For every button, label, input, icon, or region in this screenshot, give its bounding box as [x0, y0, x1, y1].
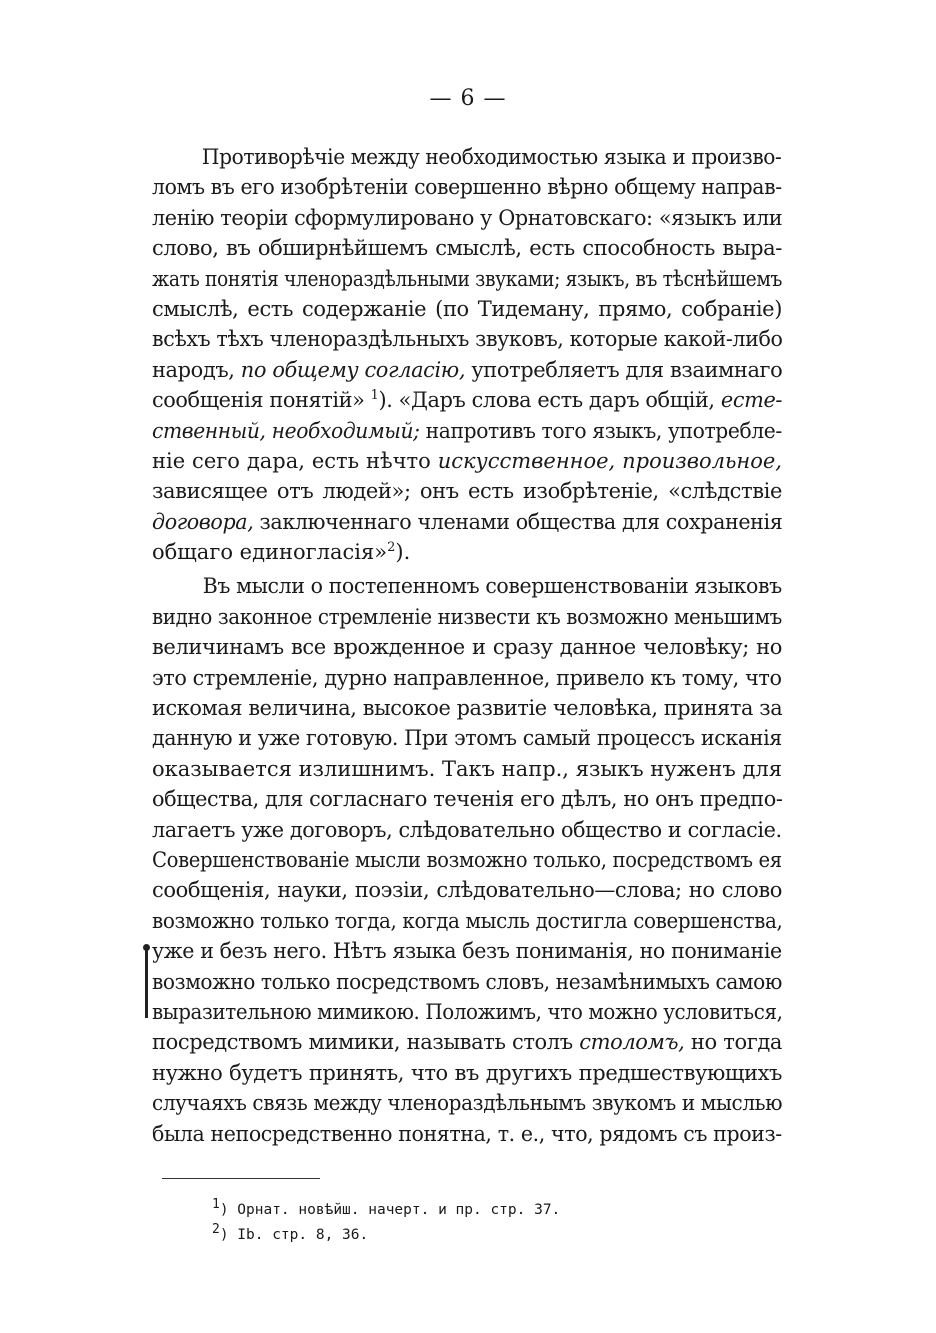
- text-line: [152, 355, 783, 385]
- italic-run: искусственное, произвольное,: [437, 448, 782, 473]
- italic-run: есте-: [720, 388, 783, 413]
- text-line: общества, для согласнаго теченія его дѣлъ, но онъ предпо-: [152, 787, 783, 812]
- text-line: это стремленіе, дурно направленное, привело къ тому, что: [152, 665, 782, 690]
- footnote-2: [212, 1223, 560, 1248]
- text-line: [152, 385, 783, 415]
- body-text: [152, 142, 782, 1149]
- text-line: Противорѣчіе между необходимостью языка и произво-: [201, 145, 782, 169]
- text-line: выразительною мимикою. Положимъ, что можно условиться,: [152, 999, 783, 1024]
- text-run: заключеннаго членами общества для сохраненія: [259, 509, 783, 534]
- text-line: оказывается излишнимъ. Такъ напр., языкъ нуженъ для: [152, 756, 782, 781]
- text-line: слово, въ обширнѣйшемъ смыслѣ, есть способность выра-: [152, 236, 782, 261]
- margin-mark-bar: [145, 948, 148, 1018]
- text-line: [152, 537, 782, 567]
- text-line: нужно будетъ принять, что въ другихъ предшествующихъ: [152, 1060, 782, 1085]
- text-line: искомая величина, высокое развитіе человѣка, принята за: [152, 696, 783, 721]
- paragraph-2: [152, 571, 782, 1148]
- footnote-mark: 1: [212, 1197, 220, 1213]
- text-run: ніе сего дара, есть нѣчто: [152, 448, 431, 473]
- text-line: всѣхъ тѣхъ членораздѣльныхъ звуковъ, которые какой-либо: [152, 327, 783, 352]
- footnote-rule: [162, 1178, 320, 1179]
- text-line: [152, 416, 782, 446]
- text-run: сообщенія понятій»: [152, 388, 365, 413]
- footnote-ref: 2: [387, 540, 396, 556]
- text-line: сообщенія, науки, поэзіи, слѣдовательно—слова; но слово: [152, 878, 782, 903]
- footnote-ref: 1: [370, 388, 379, 404]
- text-line: возможно только тогда, когда мысль достигла совершенства,: [152, 908, 783, 933]
- text-line: была непосредственно понятна, т. е., что, рядомъ съ произ-: [152, 1121, 782, 1146]
- italic-run: столомъ,: [579, 1030, 685, 1055]
- footnote-text: ) Ib. стр. 8, 36.: [219, 1227, 369, 1243]
- text-line: [152, 446, 782, 476]
- text-run: народъ,: [152, 357, 235, 382]
- text-line: ленію теоріи сформулировано у Орнатовскаго: «языкъ или: [152, 205, 783, 230]
- text-run: но тогда: [690, 1030, 782, 1055]
- text-line: жать понятія членораздѣльными звуками; языкъ, въ тѣснѣйшемъ: [152, 266, 783, 291]
- footnote-1: [212, 1198, 560, 1223]
- text-line: лагаетъ уже договоръ, слѣдовательно общество и согласіе.: [152, 817, 782, 842]
- text-line: данную и уже готовую. При этомъ самый процессъ исканія: [152, 726, 782, 751]
- text-run: общаго единогласія»: [152, 540, 388, 565]
- italic-run: ственный, необходимый;: [152, 418, 420, 443]
- paragraph-1: [152, 142, 782, 567]
- page-number: — 6 —: [429, 86, 507, 111]
- text-line: случаяхъ связь между членораздѣльнымъ звукомъ и мыслью: [152, 1091, 783, 1116]
- italic-run: по общему согласію,: [240, 357, 466, 382]
- text-line: смыслѣ, есть содержаніе (по Тидеману, прямо, собраніе): [152, 296, 782, 321]
- text-line: Совершенствованіе мысли возможно только, посредствомъ ея: [152, 847, 782, 872]
- text-line: видно законное стремленіе низвести къ возможно меньшимъ: [152, 604, 782, 629]
- text-run: употребляетъ для взаимнаго: [471, 357, 783, 382]
- text-run: напротивъ того языкъ, употребле-: [425, 418, 782, 443]
- text-line: [152, 1027, 782, 1057]
- text-line: ломъ въ его изобрѣтеніи совершенно вѣрно общему направ-: [152, 175, 782, 200]
- text-line: [152, 507, 783, 537]
- text-line: величинамъ все врожденное и сразу данное человѣку; но: [152, 635, 782, 660]
- text-line: возможно только посредствомъ словъ, незамѣнимыхъ самою: [152, 969, 782, 994]
- footnote-mark: 2: [212, 1222, 220, 1238]
- text-run: посредствомъ мимики, называть столъ: [152, 1030, 573, 1055]
- text-run: ).: [395, 540, 411, 565]
- italic-run: договора,: [152, 509, 254, 534]
- text-line: уже и безъ него. Нѣтъ языка безъ пониманія, но пониманіе: [152, 939, 782, 964]
- footnote-text: ) Орнат. новѣйш. начерт. и пр. стр. 37.: [219, 1202, 561, 1218]
- text-line: Въ мысли о постепенномъ совершенствованіи языковъ: [202, 574, 782, 599]
- footnotes: [212, 1198, 560, 1248]
- text-line: зависящее отъ людей»; онъ есть изобрѣтеніе, «слѣдствіе: [152, 479, 782, 504]
- text-run: ). «Даръ слова есть даръ общій,: [378, 388, 715, 413]
